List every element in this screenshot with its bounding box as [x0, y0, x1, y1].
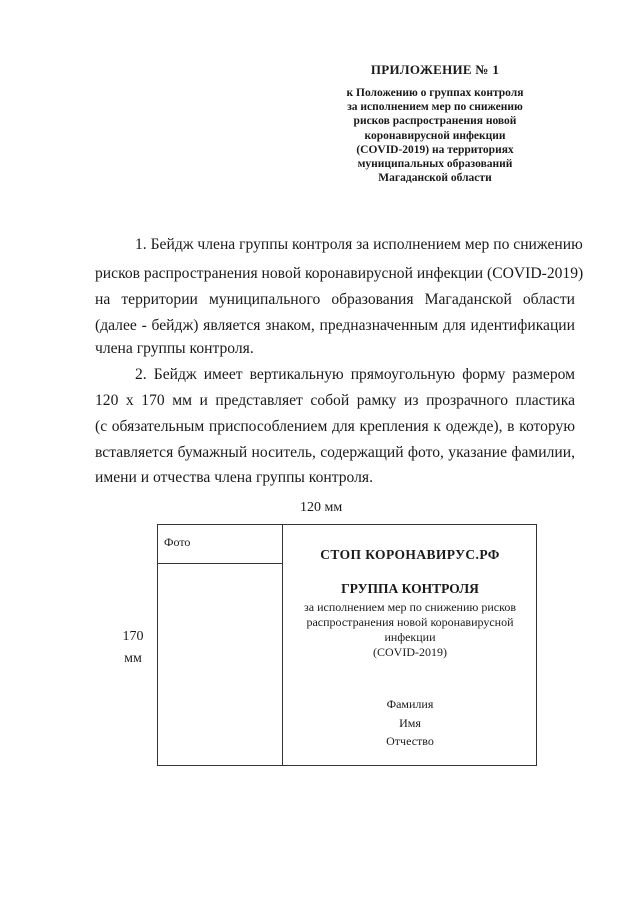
badge-height-label: [112, 626, 154, 670]
badge-person-fields: [283, 695, 537, 751]
paragraph-2-line-1: 2. Бейдж имеет вертикальную прямоугольную форму размером: [135, 366, 575, 383]
badge-group-title: ГРУППА КОНТРОЛЯ: [341, 581, 479, 596]
paragraph-1-line-2: рисков распространения новой коронавирусной инфекции (COVID-2019): [95, 265, 584, 282]
photo-label-underline: [158, 563, 282, 564]
badge-desc-line: распространения новой коронавирусной: [306, 615, 514, 629]
badge-width-label: 120 мм: [300, 500, 343, 515]
badge-desc-line: за исполнением мер по снижению рисков: [304, 600, 516, 614]
badge-height-value: 170: [122, 629, 144, 644]
badge-stop-text: СТОП КОРОНАВИРУС.РФ: [320, 547, 500, 562]
badge-desc-line: (COVID-2019): [373, 645, 447, 659]
badge-surname: Фамилия: [386, 697, 434, 711]
subtitle-line: коронавирусной инфекции: [364, 129, 506, 142]
paragraph-2-line-4: вставляется бумажный носитель, содержащий фото, указание фамилии,: [95, 444, 575, 461]
appendix-title: ПРИЛОЖЕНИЕ № 1: [370, 62, 500, 77]
paragraph-2-line-5: имени и отчества члена группы контроля.: [95, 469, 373, 486]
badge-text-area: [283, 525, 537, 765]
badge-layout: [157, 524, 537, 766]
badge-name: Имя: [399, 715, 421, 730]
subtitle-line: рисков распространения новой: [353, 115, 517, 128]
paragraph-2-line-2: 120 х 170 мм и представляет собой рамку из прозрачного пластика: [95, 392, 575, 409]
badge-height-unit: мм: [124, 651, 142, 666]
subtitle-line: за исполнением мер по снижению: [347, 101, 523, 114]
paragraph-2-line-3: (с обязательным приспособлением для крепления к одежде), в которую: [95, 418, 575, 435]
paragraph-1-line-3: на территории муниципального образования Магаданской области: [95, 291, 575, 308]
subtitle-line: (COVID-2019) на территориях: [356, 143, 514, 156]
subtitle-line: муниципальных образований: [357, 158, 513, 171]
paragraph-1-line-4: (далее - бейдж) является знаком, предназначенным для идентификации: [95, 317, 575, 334]
subtitle-line: к Положению о группах контроля: [346, 87, 524, 99]
badge-group-description: [291, 600, 529, 660]
subtitle-line: Магаданской области: [378, 172, 492, 185]
paragraph-1-line-1: 1. Бейдж члена группы контроля за исполнением мер по снижению: [135, 236, 583, 253]
photo-label: Фото: [164, 535, 191, 549]
badge-desc-line: инфекции: [384, 630, 436, 644]
paragraph-1-line-5: члена группы контроля.: [95, 340, 254, 357]
appendix-subtitle: [330, 86, 540, 185]
badge-patronymic: Отчество: [386, 734, 434, 748]
